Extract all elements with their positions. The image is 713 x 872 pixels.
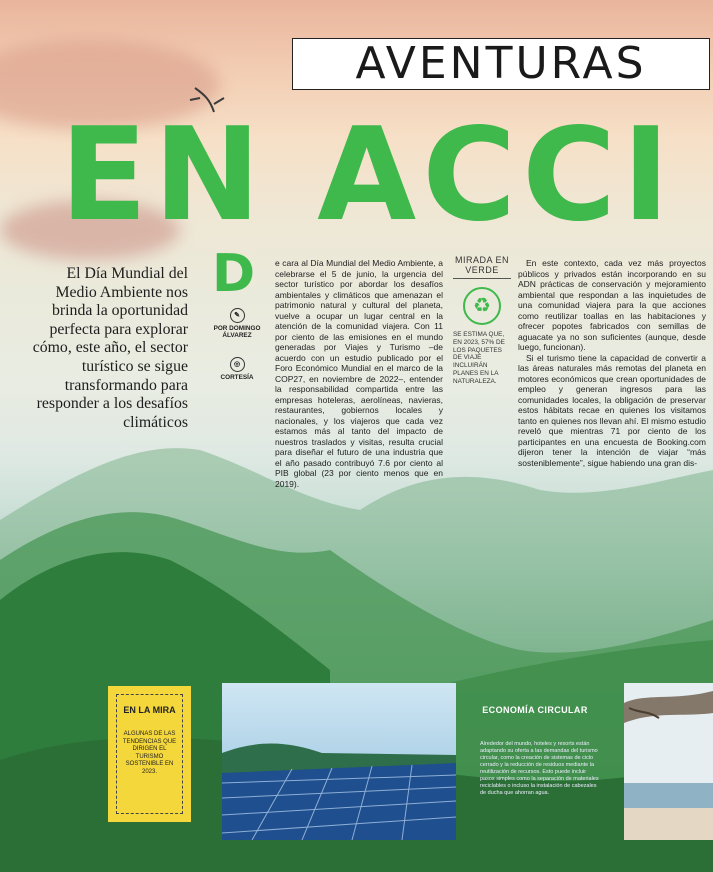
callout-en-la-mira	[108, 686, 191, 822]
article-column-2	[518, 258, 706, 468]
drop-cap: D	[212, 244, 256, 304]
pen-icon: ✎	[230, 308, 245, 323]
sidebar-mirada-en-verde	[453, 255, 511, 386]
bylines	[205, 308, 269, 381]
paragraph: En este contexto, cada vez más proyectos públicos y privados están incorporando en su ADN prácticas de conservación y mejoramiento ambiental que respondan a las inquietudes de una comunidad viajera para la que acciones como reutilizar toallas en las habitaciones y ofrecer popotes fabricados con semillas de aguacate ya no son suficientes (aunque, desde luego, funcionan).	[518, 258, 706, 352]
section-title: AVENTURAS	[292, 38, 710, 90]
solar-panels-photo	[222, 683, 456, 840]
beach-photo	[624, 683, 713, 840]
paragraph: Si el turismo tiene la capacidad de convertir a las áreas naturales más remotas del planeta en motores económicos que crean oportunidades de empleo y generan ingresos para las comunidades locales, la obligación de preservar estos hábitats recae en quienes los visitamos tanto en quienes nos llevan ahí. El mismo estudio reveló que mientras 71 por ciento de los participantes en una encuesta de Booking.com dijeron tener la intención de viajar “más sosteniblemente”, sigue habiendo una gran dis-	[518, 352, 706, 468]
callout-title: EN LA MIRA	[123, 705, 176, 715]
article-column-1	[275, 258, 443, 489]
sidebar-text: SE ESTIMA QUE, EN 2023, 57% DE LOS PAQUETES DE VIAJE INCLUIRÁN PLANES EN LA NATURALEZA.	[453, 331, 505, 385]
recycle-leaf-icon: ♻	[463, 287, 501, 325]
economia-title: ECONOMÍA CIRCULAR	[482, 705, 588, 715]
paragraph: e cara al Día Mundial del Medio Ambiente, a celebrarse el 5 de junio, la urgencia del sector turístico por abordar los desafíos ambientales y climáticos que amenazan el patrimonio natural y cultural del planeta, vuelve a ocupar un lugar central en la atención de la comunidad viajera. Con 11 por ciento de las emisiones en el mundo generadas por Viajes y Turismo –de acuerdo con un estudio publicado por el Foro Económico Mundial en el marco de la COP27, en noviembre de 2022–, entender la responsabilidad compartida entre las empresas hoteleras, aerolíneas, navieras, restaurantes, gobiernos locales y nacionales, y los viajeros que cada vez estamos más al tanto del impacto de nuestros traslados y visitas, resulta crucial para diseñar el futuro de una industria que el año pasado contribuyó 7.6 por ciento al PIB global (23 por ciento menos que en 2019).	[275, 258, 443, 489]
economia-text: Alrededor del mundo, hoteles y resorts están adaptando su oferta a las demandas del turismo circular, como la creación de sistemas de ciclo cerrado y la reducción de residuos mediante la reutilización de recursos. Esto puede incluir pasos simples como la separación de materiales reciclables o incluso la instalación de cabezales de ducha que ahorran agua.	[480, 741, 599, 796]
headline: EN ACCI	[60, 101, 676, 250]
author-byline: POR DOMINGO ÁLVAREZ	[213, 325, 261, 339]
photo-credit: CORTESÍA	[220, 374, 254, 381]
callout-border	[116, 694, 183, 814]
camera-icon: ◎	[230, 357, 245, 372]
lede-paragraph: El Día Mundial del Medio Ambiente nos brinda la oportunidad perfecta para explorar cómo, este año, el sector turístico se sigue transformando para responder a los desafíos climáticos	[32, 265, 188, 431]
sidebar-title: MIRADA EN VERDE	[453, 255, 511, 279]
callout-text: ALGUNAS DE LAS TENDENCIAS QUE DIRIGEN EL TURISMO SOSTENIBLE EN 2023.	[122, 731, 177, 775]
economia-circular-box	[460, 683, 610, 840]
